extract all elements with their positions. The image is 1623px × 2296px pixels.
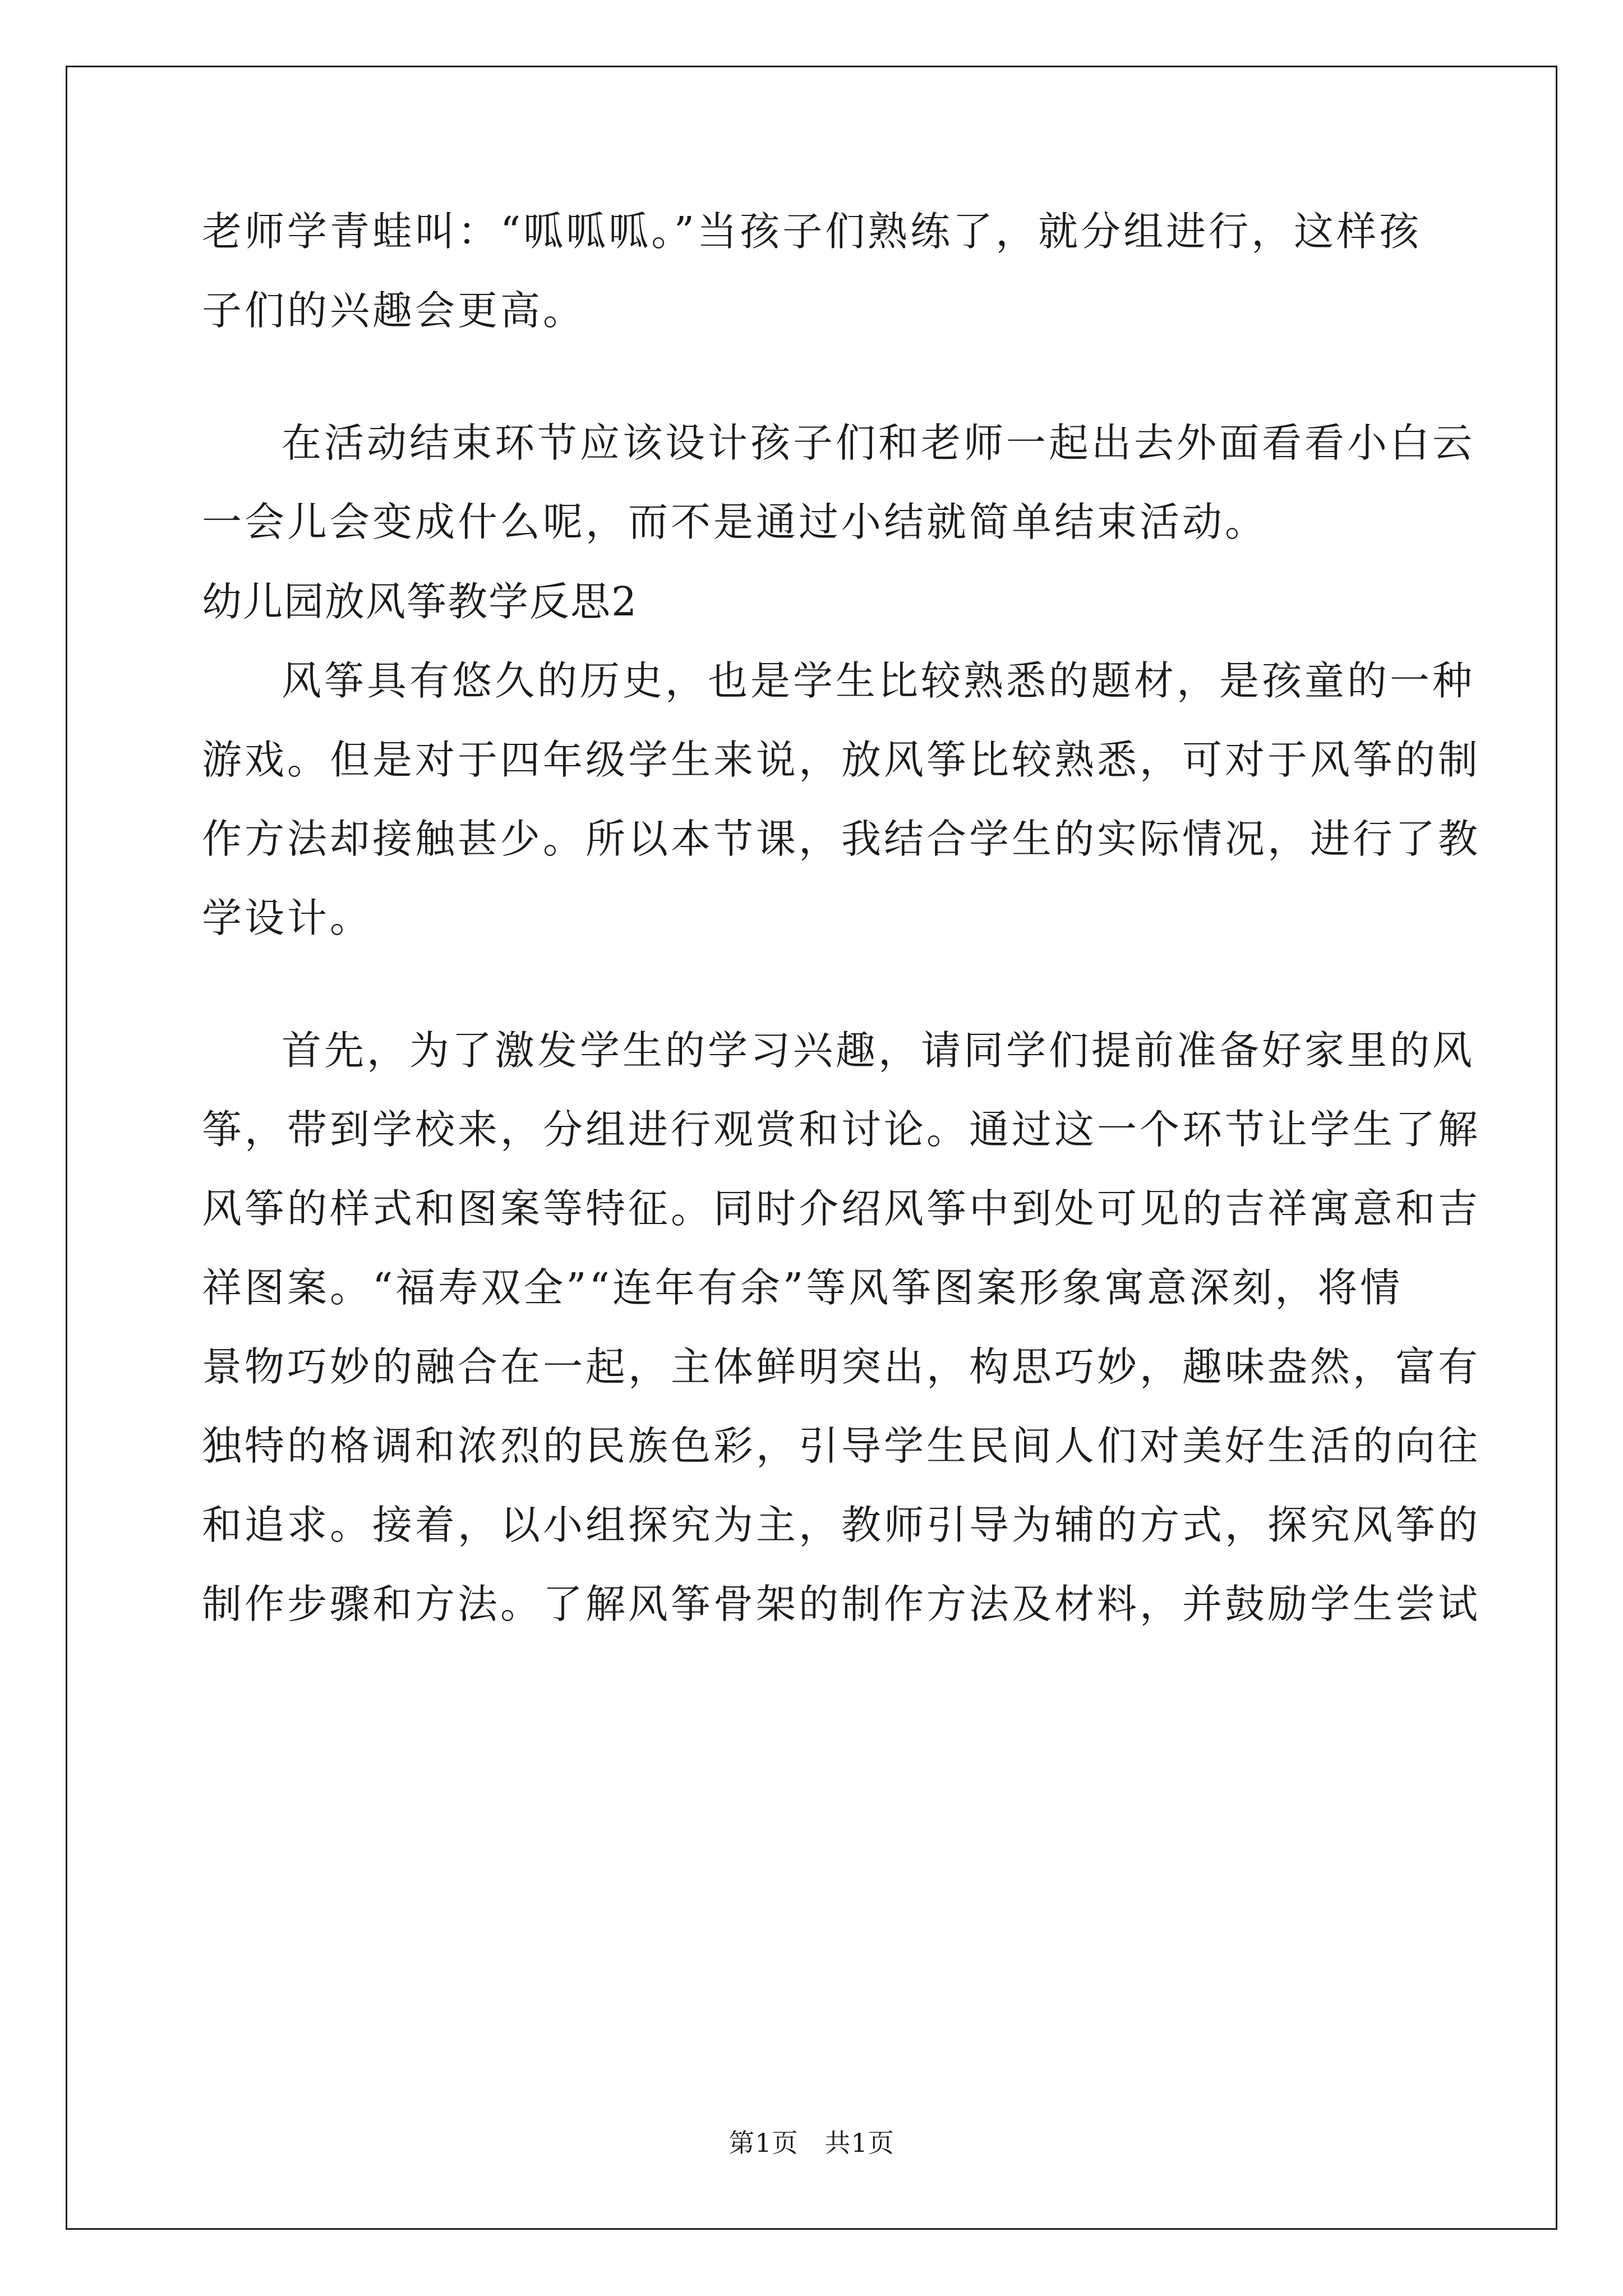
paragraph-line: 制作步骤和方法。了解风筝骨架的制作方法及材料，并鼓励学生尝试 <box>202 1581 1481 1627</box>
section-heading: 幼儿园放风筝教学反思2 <box>202 578 638 625</box>
paragraph-line: 作方法却接触甚少。所以本节课，我结合学生的实际情况，进行了教 <box>202 816 1481 862</box>
paragraph-line: 风筝具有悠久的历史，也是学生比较熟悉的题材，是孩童的一种 <box>282 657 1476 704</box>
paragraph-line: 风筝的样式和图案等特征。同时介绍风筝中到处可见的吉祥寓意和吉 <box>202 1185 1481 1232</box>
paragraph-line: 游戏。但是对于四年级学生来说，放风筝比较熟悉，可对于风筝的制 <box>202 737 1481 783</box>
paragraph-line: 和追求。接着，以小组探究为主，教师引导为辅的方式，探究风筝的 <box>202 1502 1481 1548</box>
paragraph-line: 首先，为了激发学生的学习兴趣，请同学们提前准备好家里的风 <box>282 1027 1476 1074</box>
paragraph-line: 独特的格调和浓烈的民族色彩，引导学生民间人们对美好生活的向往 <box>202 1423 1481 1469</box>
page-number-footer: 第1页 共1页 <box>728 2128 895 2158</box>
paragraph-line: 筝，带到学校来，分组进行观赏和讨论。通过这一个环节让学生了解 <box>202 1106 1481 1153</box>
paragraph-line: 老师学青蛙叫：“呱呱呱。”当孩子们熟练了，就分组进行，这样孩 <box>202 208 1422 255</box>
paragraph-line: 在活动结束环节应该设计孩子们和老师一起出去外面看看小白云 <box>282 420 1476 466</box>
paragraph-line: 祥图案。“福寿双全”“连年有余”等风筝图案形象寓意深刻，将情 <box>202 1264 1403 1311</box>
paragraph-line: 一会儿会变成什么呢，而不是通过小结就简单结束活动。 <box>202 499 1268 545</box>
paragraph-line: 景物巧妙的融合在一起，主体鲜明突出，构思巧妙，趣味盎然，富有 <box>202 1343 1481 1390</box>
document-body <box>202 205 1481 1631</box>
paragraph-line: 子们的兴趣会更高。 <box>202 287 586 334</box>
paragraph-line: 学设计。 <box>202 895 373 941</box>
